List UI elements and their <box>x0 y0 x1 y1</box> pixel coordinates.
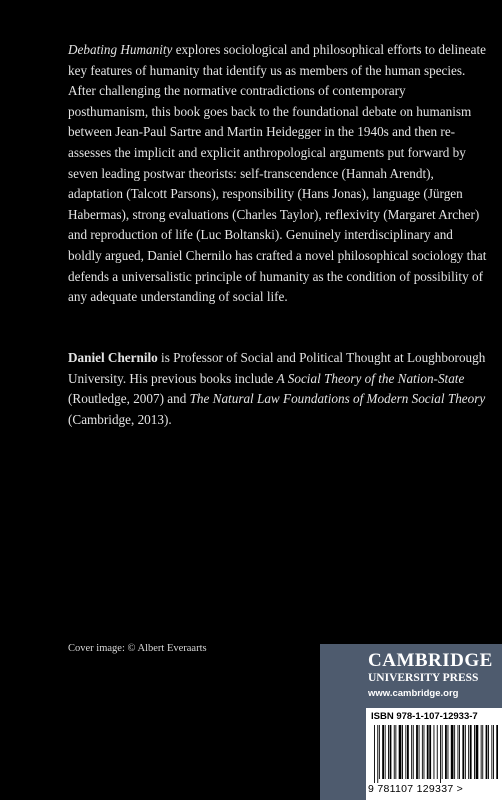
bio-text-2: (Routledge, 2007) and <box>68 391 190 407</box>
publisher-name: CAMBRIDGE <box>368 650 493 671</box>
publisher-url: www.cambridge.org <box>368 688 459 699</box>
bio-text-1: is Professor of Social and Political Thought at Loughborough University. His previous books include <box>68 350 486 386</box>
description-text: explores sociological and philosophical efforts to delineate key features of humanity that identify us as members of the human species. After challenging the normative contradictions of contemporary posthumanism, this book goes back to the foundational debate on humanism between Jean-Paul Sartre and Martin Heidegger in the 1940s and then re-assesses the implicit and explicit anthropological arguments put forward by seven leading postwar theorists: self-transcendence (Hannah Arendt), adaptation (Talcott Parsons), responsibility (Hans Jonas), language (Jürgen Habermas), strong evaluations (Charles Taylor), reflexivity (Margaret Archer) and reproduction of life (Luc Boltanski). Genuinely interdisciplinary and boldly argued, Daniel Chernilo has crafted a novel philosophical sociology that defends a universalistic principle of humanity as the condition of possibility of any adequate understanding of social life. <box>68 42 487 305</box>
author-name: Daniel Chernilo <box>68 350 158 365</box>
cover-image-credit: Cover image: © Albert Everaarts <box>68 643 207 654</box>
author-bio <box>68 348 488 430</box>
barcode-icon <box>374 725 498 783</box>
isbn-label: ISBN 978-1-107-12933-7 <box>371 711 478 722</box>
bio-text-3: (Cambridge, 2013). <box>68 411 172 427</box>
book-title: Debating Humanity <box>68 42 173 57</box>
barcode-box <box>366 708 502 800</box>
book-description <box>68 40 488 308</box>
publisher-panel <box>320 644 502 800</box>
publisher-subname: UNIVERSITY PRESS <box>368 672 479 684</box>
previous-book-2: The Natural Law Foundations of Modern Social Theory <box>189 391 486 407</box>
barcode-digits: 9 781107 129337 > <box>368 783 464 795</box>
previous-book-1: A Social Theory of the Nation-State <box>276 370 465 386</box>
